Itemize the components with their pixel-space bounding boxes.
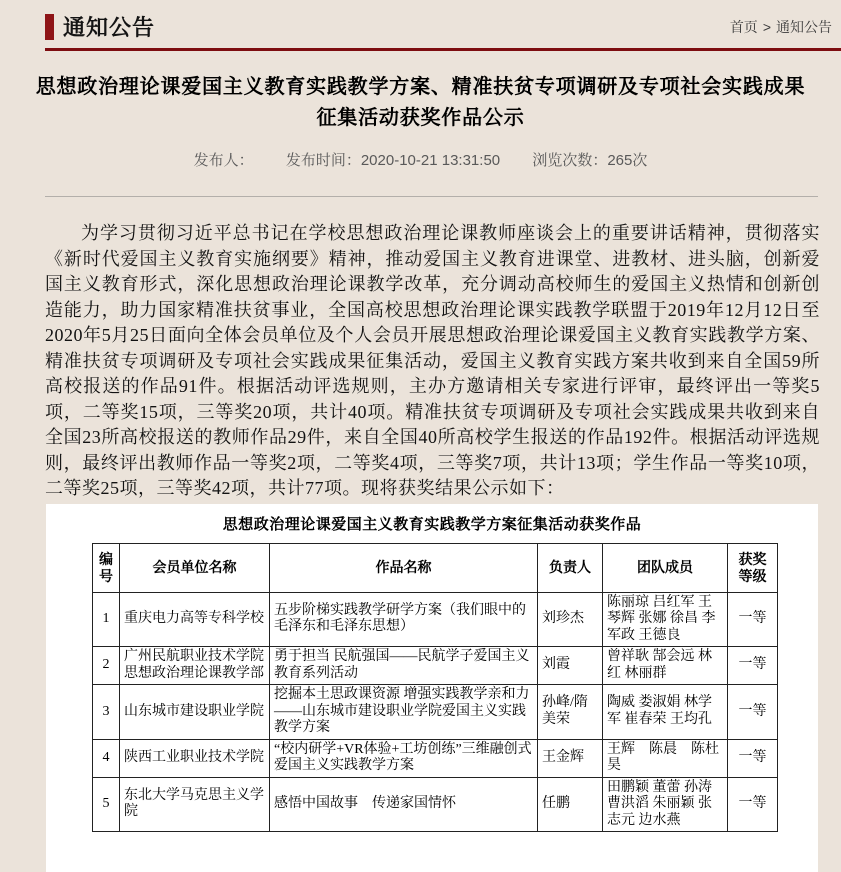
column-header: 会员单位名称 (120, 543, 270, 592)
table-cell: 东北大学马克思主义学院 (120, 777, 270, 832)
table-cell: 5 (93, 777, 120, 832)
table-cell: 4 (93, 739, 120, 777)
breadcrumb (730, 17, 832, 37)
article-meta (0, 149, 841, 170)
table-cell: 山东城市建设职业学院 (120, 685, 270, 740)
table-cell: 一等 (728, 739, 778, 777)
table-cell: 五步阶梯实践教学研学方案（我们眼中的毛泽东和毛泽东思想） (270, 592, 538, 647)
table-row (93, 592, 778, 647)
article-body: 为学习贯彻习近平总书记在学校思想政治理论课教师座谈会上的重要讲话精神，贯彻落实《新时代爱国主义教育实施纲要》精神，推动爱国主义教育进课堂、进教材、进头脑，创新爱国主义教育形式，深化思想政治理论课教学改革，充分调动高校师生的爱国主义热情和创新创造能力，助力国家精准扶贫事业，全国高校思想政治理论课实践教学联盟于2019年12月12日至2020年5月25日面向全体会员单位及个人会员开展思想政治理论课爱国主义教育实践教学方案、精准扶贫专项调研及专项社会实践成果征集活动，爱国主义教育实践方案共收到来自全国59所高校报送的作品91件。根据活动评选规则，主办方邀请相关专家进行评审，最终评出一等奖5项，二等奖15项，三等奖20项，共计40项。精准扶贫专项调研及专项社会实践成果共收到来自全国23所高校报送的教师作品29件，来自全国40所高校学生报送的作品192件。根据活动评选规则，最终评出教师作品一等奖2项，二等奖4项，三等奖7项，共计13项；学生作品一等奖10项，二等奖25项，三等奖42项，共计77项。现将获奖结果公示如下： (45, 221, 820, 502)
table-row (93, 777, 778, 832)
breadcrumb-current-link[interactable]: 通知公告 (776, 19, 832, 35)
table-cell: 3 (93, 685, 120, 740)
awards-table-body (93, 592, 778, 832)
table-cell: 挖掘本土思政课资源 增强实践教学亲和力——山东城市建设职业学院爱国主义实践教学方案 (270, 685, 538, 740)
page-header (0, 0, 841, 51)
view-count-label: 浏览次数： (532, 152, 607, 169)
publish-time (286, 152, 500, 169)
table-cell: 王金辉 (538, 739, 603, 777)
column-header: 编号 (93, 543, 120, 592)
column-header: 作品名称 (270, 543, 538, 592)
table-cell: 任鹏 (538, 777, 603, 832)
table-cell: 孙峰/隋美荣 (538, 685, 603, 740)
table-cell: 一等 (728, 592, 778, 647)
awards-table-header-row (93, 543, 778, 592)
table-cell: 王辉 陈晨 陈杜昊 (603, 739, 728, 777)
column-header: 负责人 (538, 543, 603, 592)
column-header: 团队成员 (603, 543, 728, 592)
table-cell: 一等 (728, 777, 778, 832)
table-cell: 刘珍杰 (538, 592, 603, 647)
table-cell: 陈丽琼 吕红军 王琴辉 张娜 徐昌 李军政 王德良 (603, 592, 728, 647)
table-cell: 广州民航职业技术学院思想政治理论课教学部 (120, 647, 270, 685)
table-cell: 曾祥耿 郜会远 林红 林丽群 (603, 647, 728, 685)
publisher-label: 发布人： (194, 152, 254, 169)
breadcrumb-home-link[interactable]: 首页 (730, 19, 758, 35)
table-cell: 一等 (728, 685, 778, 740)
table-cell: “校内研学+VR体验+工坊创练”三维融创式爱国主义实践教学方案 (270, 739, 538, 777)
table-cell: 重庆电力高等专科学校 (120, 592, 270, 647)
meta-divider (45, 196, 818, 197)
section-head (0, 0, 841, 42)
awards-table-title: 思想政治理论课爱国主义教育实践教学方案征集活动获奖作品 (46, 513, 818, 534)
table-cell: 一等 (728, 647, 778, 685)
table-row (93, 739, 778, 777)
section-title: 通知公告 (63, 11, 155, 42)
table-row (93, 685, 778, 740)
view-count (532, 152, 647, 169)
publish-time-value: 2020-10-21 13:31:50 (361, 152, 500, 169)
table-row (93, 647, 778, 685)
table-cell: 感悟中国故事 传递家国情怀 (270, 777, 538, 832)
table-cell: 陕西工业职业技术学院 (120, 739, 270, 777)
publish-time-label: 发布时间： (286, 152, 361, 169)
table-cell: 勇于担当 民航强国——民航学子爱国主义教育系列活动 (270, 647, 538, 685)
table-cell: 刘霞 (538, 647, 603, 685)
accent-bar-icon (45, 14, 54, 40)
view-count-value: 265次 (607, 152, 647, 169)
section-rule (45, 48, 841, 51)
table-cell: 陶威 娄淑娟 林学军 崔春荣 王均孔 (603, 685, 728, 740)
table-cell: 2 (93, 647, 120, 685)
article-title: 思想政治理论课爱国主义教育实践教学方案、精准扶贫专项调研及专项社会实践成果征集活动获奖作品公示 (28, 72, 813, 134)
column-header: 获奖等级 (728, 543, 778, 592)
breadcrumb-separator: > (763, 19, 771, 35)
awards-table (92, 543, 778, 833)
awards-section (46, 504, 818, 872)
table-cell: 田鹏颖 董蕾 孙涛 曹洪滔 朱丽颖 张志元 边水燕 (603, 777, 728, 832)
table-cell: 1 (93, 592, 120, 647)
